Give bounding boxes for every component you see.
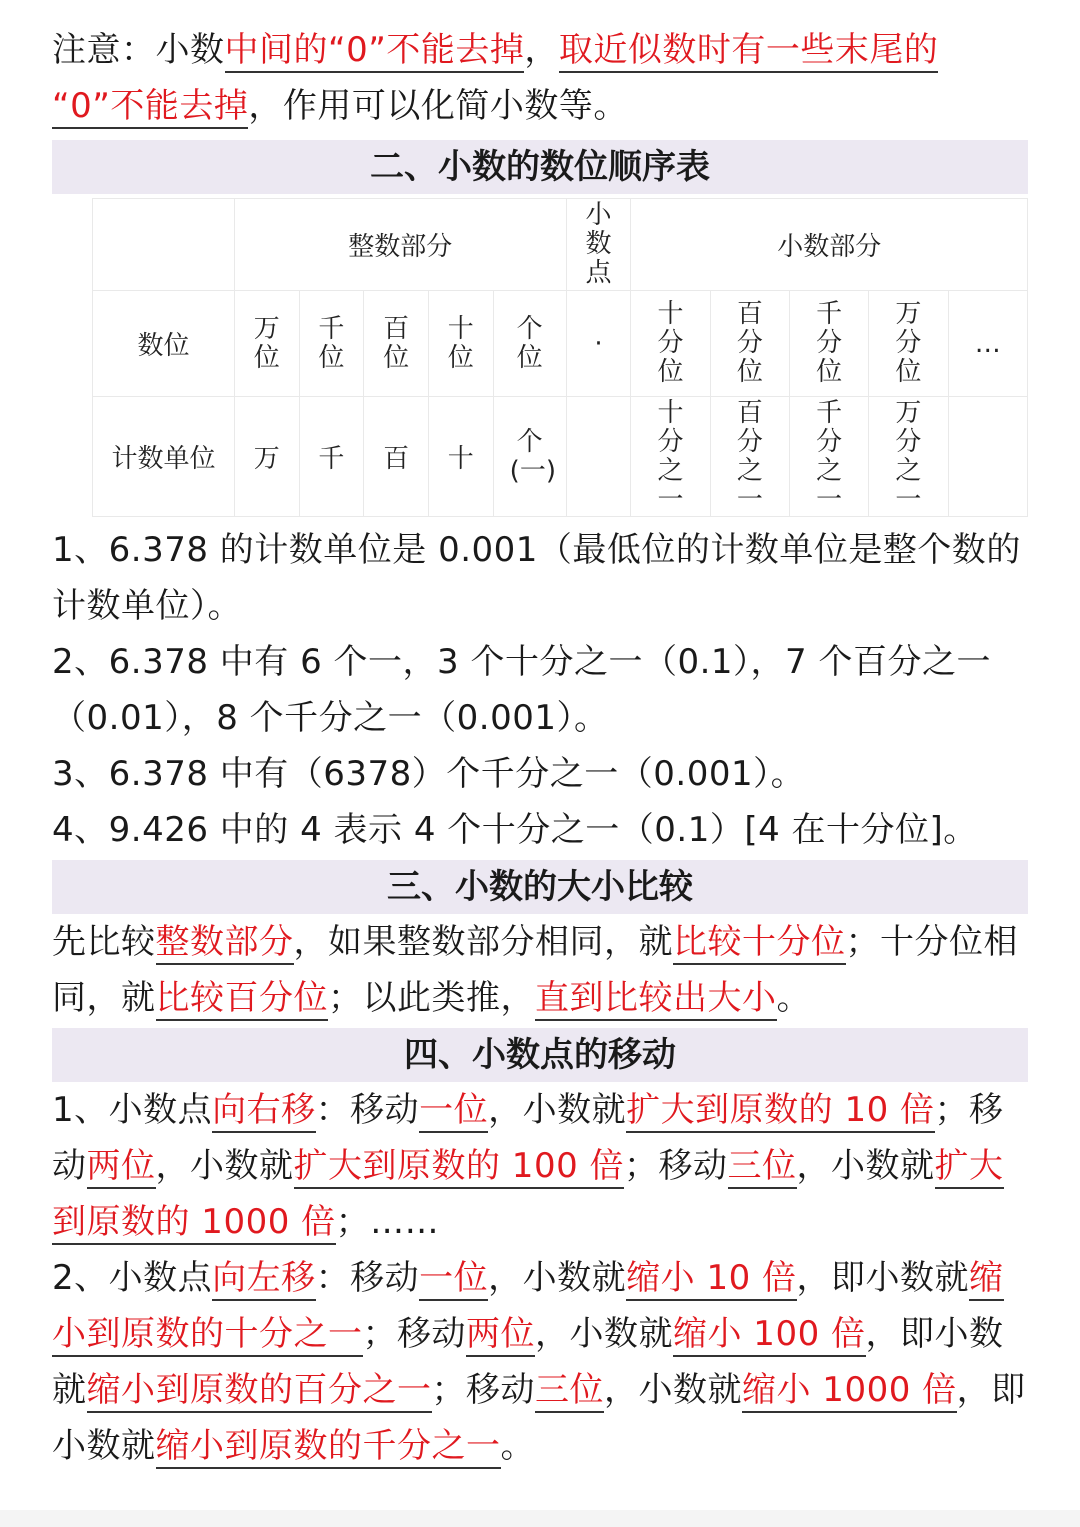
table-cell: 十 [428, 397, 493, 517]
body-text: ；移动 [52, 1090, 1004, 1186]
highlight-text: 缩小到原数的千分之一 [156, 1426, 501, 1469]
cell-text: 个(一) [509, 426, 556, 486]
cell-text: 百位 [383, 313, 410, 373]
table-cell [364, 291, 429, 397]
intro-text: ，作用可以化简小数等。 [248, 86, 628, 126]
highlight-text: 扩大到原数的 1000 倍 [52, 1146, 1004, 1245]
table-cell [948, 291, 1027, 397]
cell-text: 万分位 [895, 299, 922, 387]
decimal-part-header: 小数部分 [631, 199, 1028, 291]
body-text: 先比较 [52, 922, 156, 962]
table-cell [948, 397, 1027, 517]
table-cell [493, 397, 566, 517]
table-cell [631, 397, 710, 517]
row-label-unit: 计数单位 [93, 397, 235, 517]
ellipsis-text: … [974, 328, 1001, 359]
body-text: ；十分位相同，就 [52, 922, 1018, 1018]
table-cell [631, 291, 710, 397]
body-text: 1、小数点 [52, 1090, 213, 1130]
table-cell [869, 397, 948, 517]
place-value-table-wrap [92, 198, 1028, 516]
decimal-point-glyph: · [594, 328, 603, 359]
table-corner-cell [93, 199, 235, 291]
cell-text: 万位 [253, 313, 280, 373]
highlight-text: 缩小 1000 倍 [742, 1370, 957, 1413]
move-left-paragraph [52, 1250, 1028, 1474]
body-text: ，小数就 [488, 1258, 627, 1298]
section-title-point-move: 四、小数点的移动 [52, 1028, 1028, 1082]
body-text: 。 [776, 978, 811, 1018]
highlight-text: 一位 [419, 1090, 488, 1133]
intro-text: ， [524, 30, 559, 70]
highlight-text: 缩小到原数的十分之一 [52, 1258, 1004, 1357]
table-cell [710, 291, 789, 397]
intro-highlight: 取近似数时有一些末尾的 [559, 30, 939, 73]
highlight-text: 三位 [728, 1146, 797, 1189]
table-cell [566, 291, 631, 397]
highlight-text: 直到比较出大小 [535, 978, 777, 1021]
body-text: ；移动 [362, 1314, 466, 1354]
cell-text: 百分位 [736, 299, 763, 387]
point-header [566, 199, 631, 291]
table-cell: 万 [234, 397, 299, 517]
cell-text: 百分之一 [736, 397, 763, 515]
page-bottom-strip [0, 1510, 1080, 1527]
highlight-text: 缩小 100 倍 [673, 1314, 866, 1357]
highlight-text: 缩小 10 倍 [626, 1258, 796, 1301]
body-text: ，小数就 [604, 1370, 742, 1410]
body-text: 2、小数点 [52, 1258, 213, 1298]
intro-highlight: “0”不能去掉 [52, 86, 248, 129]
cell-text: 万分之一 [895, 397, 922, 515]
table-cell: 百 [364, 397, 429, 517]
body-text: ：移动 [315, 1258, 420, 1298]
body-text: ，小数就 [155, 1146, 294, 1186]
body-text: ，即小数就 [796, 1258, 970, 1298]
table-cell [493, 291, 566, 397]
cell-text: 十位 [447, 313, 474, 373]
body-text: ；…… [335, 1202, 440, 1242]
point-header-text: 小数点 [585, 200, 612, 288]
highlight-text: 两位 [466, 1314, 535, 1357]
body-text: ，即小数就 [52, 1370, 1026, 1466]
table-row-unit [93, 397, 1028, 517]
body-text: ：移动 [315, 1090, 420, 1130]
body-text: ，小数就 [796, 1146, 935, 1186]
body-text: ，如果整数部分相同，就 [293, 922, 673, 962]
table-cell [299, 291, 364, 397]
highlight-text: 整数部分 [156, 922, 294, 965]
document-page [52, 22, 1028, 1474]
list-item: 3、6.378 中有（6378）个千分之一（0.001）。 [52, 754, 806, 794]
body-text: ，小数就 [488, 1090, 627, 1130]
integer-part-header: 整数部分 [234, 199, 566, 291]
cell-text: 千位 [318, 313, 345, 373]
cell-text: 十分之一 [657, 397, 684, 515]
move-right-paragraph [52, 1082, 1028, 1250]
highlight-text: 一位 [419, 1258, 488, 1301]
table-row-place [93, 291, 1028, 397]
cell-text: 千分位 [816, 299, 843, 387]
highlight-text: 三位 [535, 1370, 604, 1413]
highlight-text: 比较十分位 [673, 922, 846, 965]
row-label-place: 数位 [93, 291, 235, 397]
body-text: ，小数就 [535, 1314, 673, 1354]
table-cell [789, 397, 868, 517]
table-cell [428, 291, 493, 397]
intro-note [52, 22, 1028, 134]
section-title-comparison: 三、小数的大小比较 [52, 860, 1028, 914]
table-cell [869, 291, 948, 397]
table-cell [789, 291, 868, 397]
highlight-text: 向右移 [212, 1090, 316, 1133]
body-text: ；以此类推， [328, 978, 535, 1018]
list-item: 2、6.378 中有 6 个一，3 个十分之一（0.1），7 个百分之一（0.01），8 个千分之一（0.001）。 [52, 642, 991, 738]
highlight-text: 两位 [87, 1146, 156, 1189]
body-text: ，即小数就 [52, 1314, 1004, 1410]
section-title-place-value: 二、小数的数位顺序表 [52, 140, 1028, 194]
cell-text: 个位 [516, 313, 543, 373]
table-cell [710, 397, 789, 517]
highlight-text: 扩大到原数的 10 倍 [626, 1090, 934, 1133]
comparison-paragraph [52, 914, 1028, 1026]
body-text: 。 [500, 1426, 535, 1466]
body-text: ；移动 [431, 1370, 535, 1410]
place-value-table [92, 198, 1028, 517]
cell-text: 千分之一 [816, 397, 843, 515]
table-cell [234, 291, 299, 397]
list-item: 1、6.378 的计数单位是 0.001（最低位的计数单位是整个数的计数单位）。 [52, 530, 1021, 626]
intro-text: 注意：小数 [52, 30, 225, 70]
highlight-text: 缩小到原数的百分之一 [87, 1370, 432, 1413]
cell-text: 十分位 [657, 299, 684, 387]
highlight-text: 比较百分位 [156, 978, 329, 1021]
intro-highlight: 中间的“0”不能去掉 [225, 30, 525, 73]
highlight-text: 扩大到原数的 100 倍 [294, 1146, 625, 1189]
table-cell [566, 397, 631, 517]
highlight-text: 向左移 [212, 1258, 316, 1301]
table-cell: 千 [299, 397, 364, 517]
list-item: 4、9.426 中的 4 表示 4 个十分之一（0.1）[4 在十分位]。 [52, 810, 978, 850]
body-text: ；移动 [624, 1146, 728, 1186]
